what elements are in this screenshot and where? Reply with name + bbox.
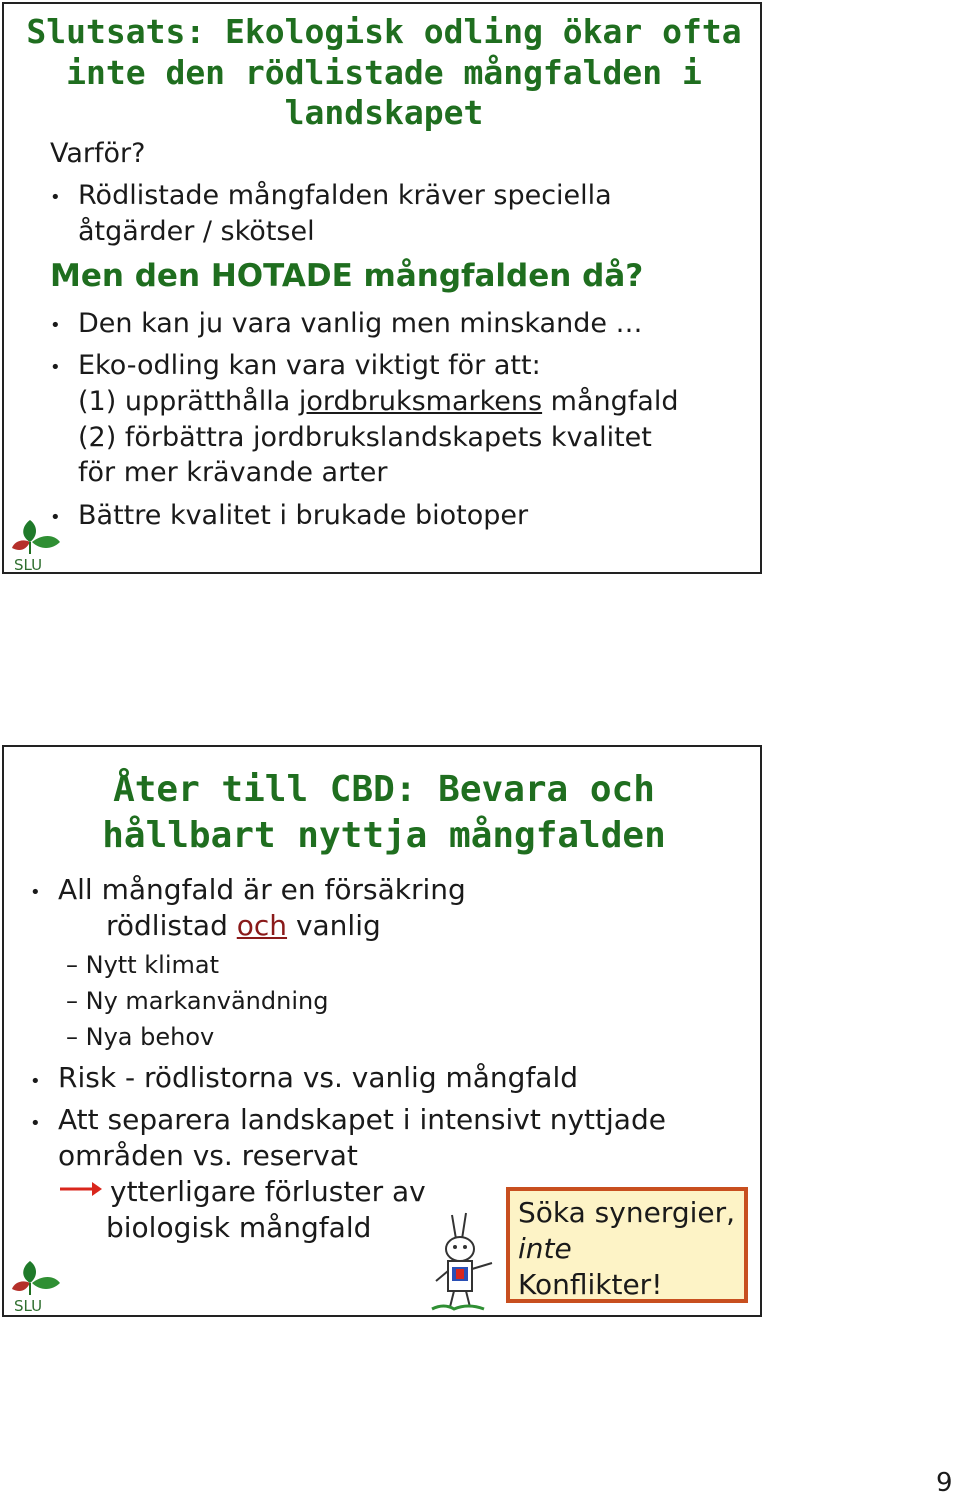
bullet-2: Den kan ju vara vanlig men minskande … [78,308,643,339]
sub-item-3: – Nya behov [66,1023,215,1051]
bullet-icon: • [30,882,41,903]
bullet-1-line-2-post: vanlig [287,909,381,942]
cartoon-figure-icon [424,1209,504,1317]
bullet-icon: • [50,507,61,528]
bullet-icon: • [50,187,61,208]
bullet-3-line-2-post: mångfald [542,386,679,417]
bullet-1-line-2 [106,909,381,942]
slu-logo [8,1253,68,1313]
slide-1-title-line-1: Slutsats: Ekologisk odling ökar ofta [26,12,742,51]
underlined-och: och [236,909,288,942]
bullet-1-line-1: All mångfald är en försäkring [58,873,466,906]
bullet-icon: • [50,315,61,336]
bullet-1-line-2: åtgärder / skötsel [78,216,315,247]
bullet-2: Risk - rödlistorna vs. vanlig mångfald [58,1061,579,1094]
bullet-3-line-3: ytterligare förluster av [110,1175,426,1208]
sub-item-2: – Ny markanvändning [66,987,329,1015]
bullet-3-line-4: för mer krävande arter [78,457,388,488]
callout-line-3: Konflikter! [518,1268,663,1301]
slu-logo-text: SLU [14,556,43,572]
bullet-icon: • [50,357,61,378]
bullet-3-line-2: områden vs. reservat [58,1139,358,1172]
why-label: Varför? [50,138,146,169]
slide-2 [2,745,762,1317]
bullet-4: Bättre kvalitet i brukade biotoper [78,500,529,531]
underlined-term: jordbruksmarkens [298,386,543,417]
slide-2-title-line-1: Åter till CBD: Bevara och [113,769,655,810]
slide-1 [2,2,762,574]
sub-item-2-text: Ny markanvändning [85,987,329,1015]
callout-line-2: inte [518,1232,572,1265]
slu-logo-text: SLU [14,1297,43,1313]
slu-logo [8,512,68,572]
slide-2-title-line-2: hållbart nyttja mångfalden [102,815,666,856]
bullet-3-line-4: biologisk mångfald [106,1211,372,1244]
bullet-3-line-1: Att separera landskapet i intensivt nyttjade [58,1103,666,1136]
section-heading: Men den HOTADE mångfalden då? [50,258,644,294]
sub-item-1: – Nytt klimat [66,951,219,979]
bullet-icon: • [30,1071,41,1092]
bullet-3-line-1: Eko-odling kan vara viktigt för att: [78,350,541,381]
bullet-1-line-1: Rödlistade mångfalden kräver speciella [78,180,612,211]
sub-item-1-text: Nytt klimat [85,951,219,979]
arrow-icon [60,1179,102,1203]
bullet-3-line-3: (2) förbättra jordbrukslandskapets kvalitet [78,422,652,453]
callout-line-1: Söka synergier, [518,1196,736,1229]
page-number: 9 [936,1468,953,1498]
bullet-3-line-2-pre: (1) upprätthålla [78,386,299,417]
bullet-1-line-2-pre: rödlistad [106,909,237,942]
slide-1-title-line-3: landskapet [284,93,484,132]
bullet-3-line-2 [78,386,678,417]
bullet-icon: • [30,1113,41,1134]
slide-1-title-line-2: inte den rödlistade mångfalden i [66,53,702,92]
callout-box [506,1187,748,1303]
sub-item-3-text: Nya behov [85,1023,215,1051]
